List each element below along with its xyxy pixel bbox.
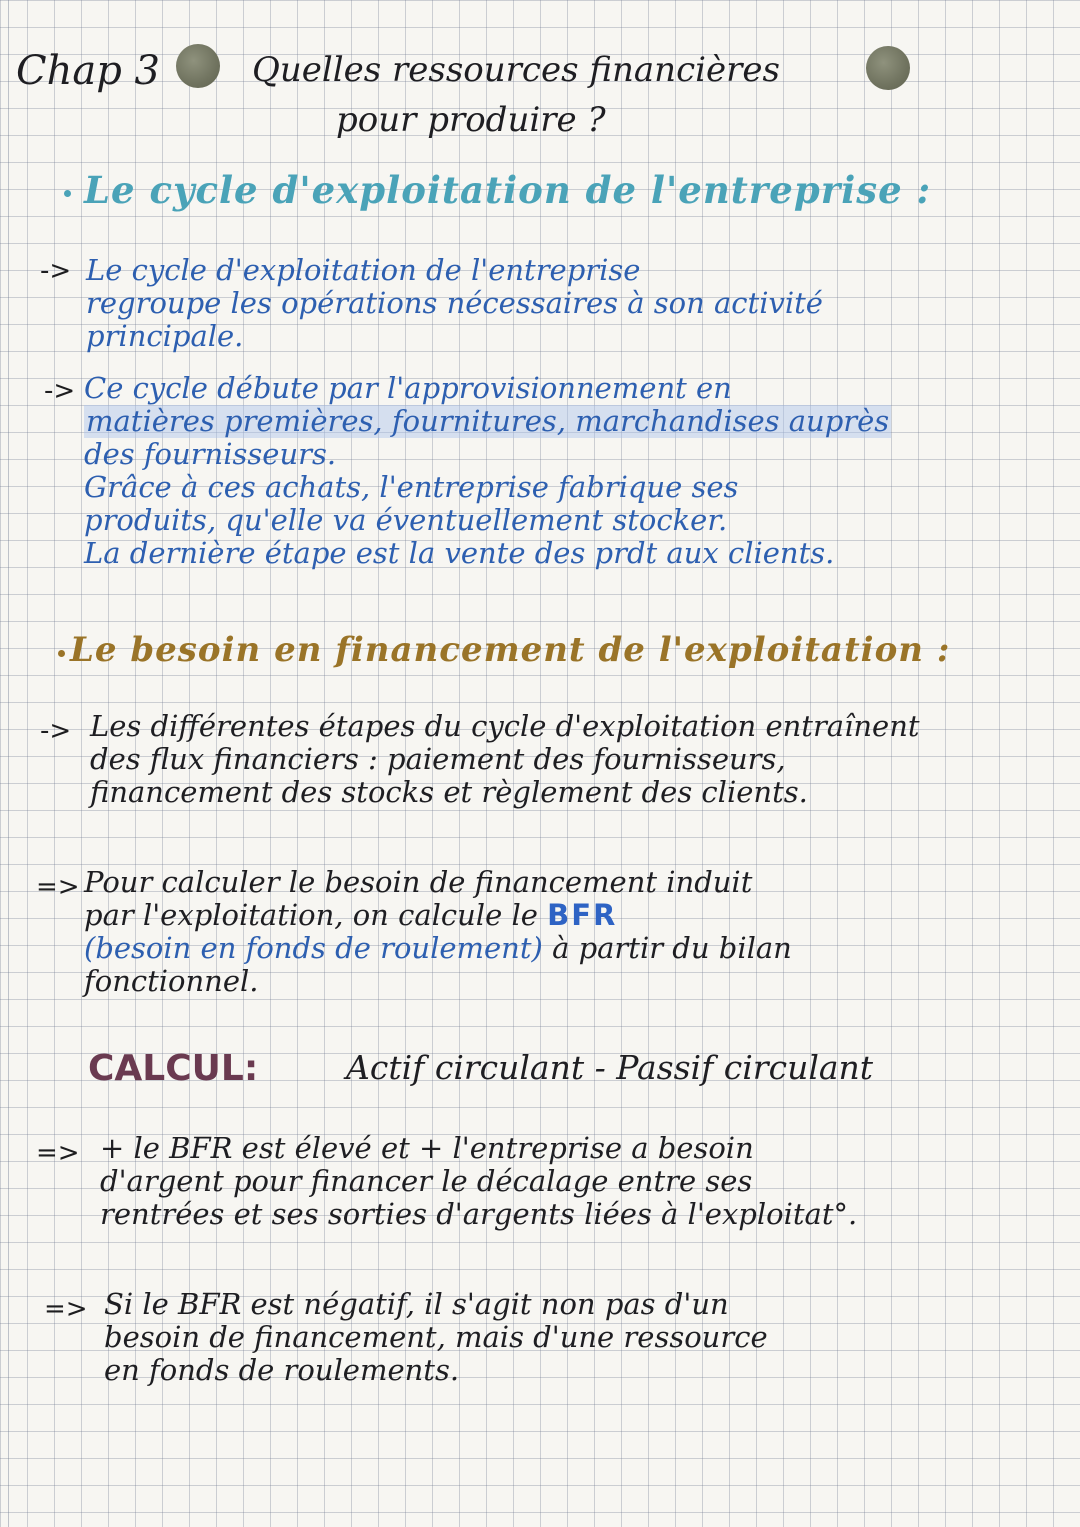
text-line: produits, qu'elle va éventuellement stocker. <box>84 503 728 537</box>
arrow-marker: => <box>36 1138 80 1168</box>
text-line: financement des stocks et règlement des clients. <box>90 775 808 809</box>
text-line: des fournisseurs. <box>84 437 337 471</box>
text-line: Grâce à ces achats, l'entreprise fabrique ses <box>84 470 739 504</box>
text-line: rentrées et ses sorties d'argents liées à l'exploitat°. <box>100 1197 858 1231</box>
arrow-marker: -> <box>44 376 76 406</box>
bfr-expansion: (besoin en fonds de roulement) <box>84 931 543 965</box>
text-line: Si le BFR est négatif, il s'agit non pas d'un <box>104 1287 729 1321</box>
text-line: fonctionnel. <box>84 964 259 998</box>
chapter-number: Chap 3 <box>16 48 160 94</box>
highlighted-text-line: matières premières, fournitures, marchandises auprès <box>86 404 890 438</box>
page-title-line-1: Quelles ressources financières <box>252 50 780 90</box>
text-line: besoin de financement, mais d'une ressource <box>104 1320 768 1354</box>
text-segment: à partir du bilan <box>552 931 792 965</box>
page-margin-line <box>8 0 9 1527</box>
punch-hole <box>176 44 220 88</box>
text-line: La dernière étape est la vente des prdt aux clients. <box>84 536 835 570</box>
calcul-label: CALCUL: <box>88 1048 259 1089</box>
arrow-marker: => <box>36 872 80 902</box>
section-bullet <box>64 190 71 197</box>
page-title-line-2: pour produire ? <box>336 100 606 140</box>
section-heading-financing-need: Le besoin en financement de l'exploitation : <box>70 630 951 670</box>
text-line: Pour calculer le besoin de financement induit <box>84 865 753 899</box>
text-line: Ce cycle débute par l'approvisionnement en <box>84 371 732 405</box>
paragraph-financial-flows <box>90 710 920 809</box>
text-segment: par l'exploitation, on calcule le <box>84 898 538 932</box>
paragraph-negative-bfr <box>104 1288 768 1387</box>
punch-hole <box>866 46 910 90</box>
text-line: des flux financiers : paiement des fournisseurs, <box>90 742 786 776</box>
text-line: Les différentes étapes du cycle d'exploitation entraînent <box>90 709 920 743</box>
text-line: en fonds de roulements. <box>104 1353 460 1387</box>
text-line: regroupe les opérations nécessaires à son activité <box>86 286 823 320</box>
text-line: Le cycle d'exploitation de l'entreprise <box>86 253 641 287</box>
bfr-acronym: BFR <box>547 898 618 932</box>
section-heading-cycle: Le cycle d'exploitation de l'entreprise : <box>84 168 932 212</box>
arrow-marker: -> <box>40 716 72 746</box>
arrow-marker: => <box>44 1294 88 1324</box>
paragraph-cycle-steps <box>84 372 891 570</box>
text-line: principale. <box>86 319 244 353</box>
section-bullet <box>58 650 65 657</box>
paragraph-high-bfr <box>100 1132 857 1231</box>
arrow-marker: -> <box>40 256 72 286</box>
paragraph-bfr-definition <box>84 866 792 998</box>
text-line: + le BFR est élevé et + l'entreprise a besoin <box>100 1131 754 1165</box>
paragraph-cycle-definition <box>86 254 823 353</box>
text-line: d'argent pour financer le décalage entre ses <box>100 1164 753 1198</box>
text-line <box>84 932 792 965</box>
calcul-formula: Actif circulant - Passif circulant <box>346 1048 874 1087</box>
text-line <box>84 899 792 932</box>
